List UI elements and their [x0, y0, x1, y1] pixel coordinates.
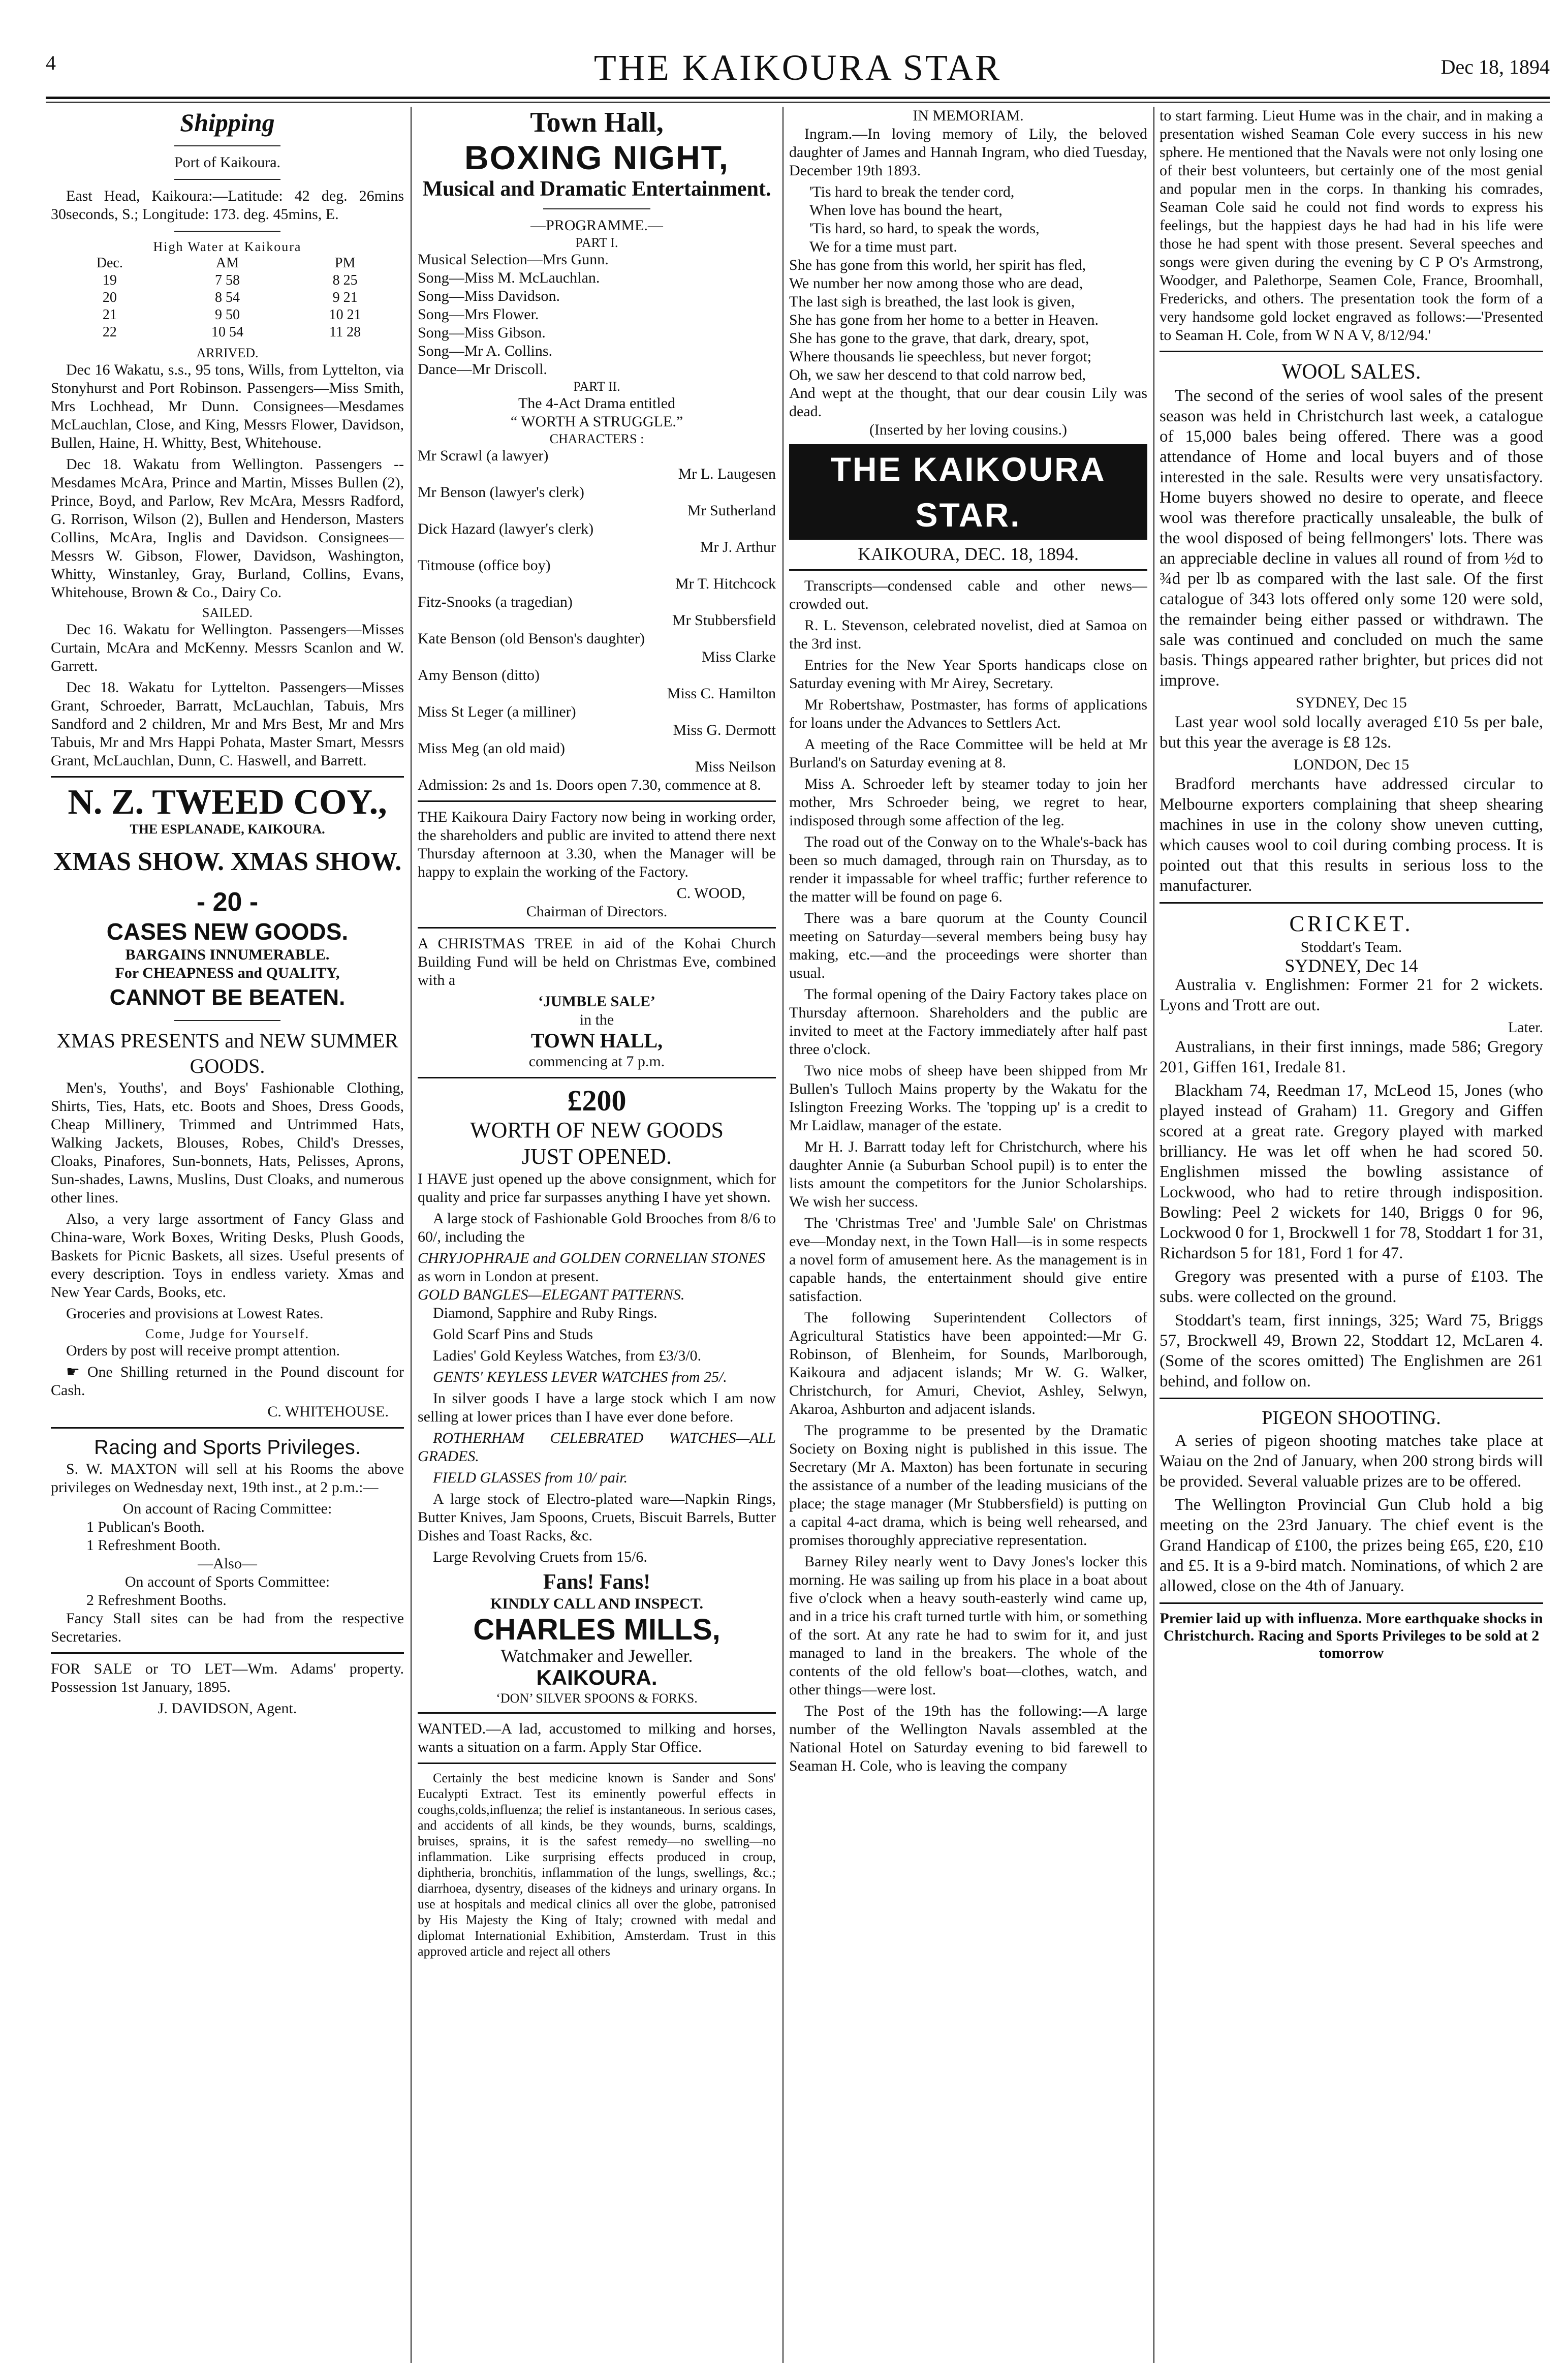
fans-line: Fans! Fans!	[543, 1570, 651, 1594]
cast-actor: Miss G. Dermott	[673, 722, 776, 738]
silver-goods: In silver goods I have a large stock which I am now selling at lower prices than I have ever done before.	[418, 1390, 776, 1425]
divider	[51, 1652, 404, 1654]
sports-account: On account of Sports Committee:	[124, 1573, 330, 1590]
rings-line: Diamond, Sapphire and Ruby Rings.	[433, 1305, 657, 1321]
christmas-tree-notice: A CHRISTMAS TREE in aid of the Kohai Church Building Fund will be held on Christmas Eve, combined with a	[418, 935, 776, 988]
also-line: —Also—	[198, 1555, 257, 1572]
arrived-heading: ARRIVED.	[196, 346, 259, 360]
news-paragraph: Two nice mobs of sheep have been shipped from Mr Bullen's Tulloch Mains property by the Wakatu for the Islington Freezing Works. The 'topping up' is a credit to Mr Laidlaw, manager of the estate.	[789, 1062, 1147, 1134]
cast-role: Fitz-Snooks (a tragedian)	[418, 594, 573, 610]
cast-actor: Mr Sutherland	[687, 502, 776, 519]
ladies-watches: Ladies' Gold Keyless Watches, from £3/3/0.	[433, 1347, 702, 1364]
poem-line: We number her now among those who are dead,	[789, 275, 1083, 292]
inserted-by: (Inserted by her loving cousins.)	[869, 421, 1068, 438]
tide-cell: 10 21	[329, 307, 361, 323]
for-sale-notice: FOR SALE or TO LET—Wm. Adams' property. Possession 1st January, 1895.	[51, 1660, 404, 1695]
arrival-entry: Dec 18. Wakatu from Wellington. Passengers -- Mesdames McAra, Prince and Martin, Misses Bullen (2), Prince, Boyd, and Parlow, Rev McAra, Messrs Radford, G. Rorrison, Wilson (2), Bullen and Henderson, Masters Collins, McAra, Inglis and Davidson. Consignees—Messrs W. Gibson, Flower, Davidson, Washington, Whitty, Winstanley, Gray, Burland, Collins, Evans, Whitehouse, Brown & Co., Dairy Co.	[51, 456, 404, 601]
sydney-wool: Last year wool sold locally averaged £10 5s per bale, but this year the average is £8 12s.	[1160, 713, 1543, 752]
poem-line: We for a time must part.	[809, 238, 957, 255]
programme-heading: —PROGRAMME.—	[530, 217, 663, 234]
drama-title: “ WORTH A STRUGGLE.”	[510, 413, 683, 430]
fancy-goods-list: Also, a very large assortment of Fancy Glass and China-ware, Work Boxes, Writing Desks, Plush Goods, Baskets for Picnic Baskets, all sizes. Useful presents of every description. Toys in endless variety. Xmas and New Year Cards, Books, etc.	[51, 1211, 404, 1301]
cast-actor: Miss Neilson	[695, 758, 776, 775]
column-3	[789, 107, 1147, 2363]
just-opened: JUST OPENED.	[521, 1144, 672, 1169]
news-paragraph: Mr Robertshaw, Postmaster, has forms of applications for loans under the Advances to Settlers Act.	[789, 696, 1147, 731]
kindly-call: KINDLY CALL AND INSPECT.	[490, 1595, 703, 1612]
cricket-heading: CRICKET.	[1289, 911, 1414, 936]
dateline: KAIKOURA, DEC. 18, 1894.	[858, 544, 1079, 564]
memoriam-heading: IN MEMORIAM.	[913, 107, 1024, 124]
cast-role: Mr Benson (lawyer's clerk)	[418, 484, 584, 501]
part-one: PART I.	[575, 235, 618, 250]
tide-table-title: High Water at Kaikoura	[153, 239, 302, 254]
davidson-signature: J. DAVIDSON, Agent.	[158, 1700, 297, 1717]
programme-item: Song—Miss Gibson.	[418, 324, 546, 341]
rotherham-watches: ROTHERHAM CELEBRATED WATCHES—ALL GRADES.	[418, 1430, 776, 1465]
divider	[418, 1712, 776, 1714]
news-paragraph: Mr H. J. Barratt today left for Christchurch, where his daughter Annie (a Suburban School pupil) is to enter the lists amount the competitors for the Junior Scholarships. We wish her success.	[789, 1138, 1147, 1210]
poem-line: The last sigh is breathed, the last look is given,	[789, 293, 1075, 310]
shipping-heading: Shipping	[180, 108, 275, 137]
tide-cell: 22	[102, 324, 117, 340]
header-rule	[46, 97, 1550, 99]
wool-sales-text: The second of the series of wool sales of the present season was held in Christchurch last week, a catalogue of 15,000 bales being offered. There was a good attendance of Home and local buyers and of those interested in the sale. Results were very unsatisfactory. Home buyers showed no desire to operate, and fleece wool was therefore practically unsaleable, the bulk of the wool disposed of being fellmongers' lots. There was an appreciable decline in values all round of from ½d to ¾d per lb as compared with the last sale. Of the first catalogue of 343 lots offered only some 120 were sold, the remainder being either passed or withdrawn. The sale was continued and concluded on much the same basis. Things appeared rather brighter, but prices did not improve.	[1160, 387, 1543, 690]
cricket-report: Gregory was presented with a purse of £103. The subs. were collected on the ground.	[1160, 1268, 1543, 1306]
cricket-report: Australians, in their first innings, made 586; Gregory 201, Giffen 161, Iredale 81.	[1160, 1038, 1543, 1076]
column-divider	[1153, 107, 1154, 2363]
poem-line: She has gone from this world, her spirit has fled,	[789, 257, 1086, 273]
tide-cell: 8 25	[332, 272, 358, 288]
esplanade-address: THE ESPLANADE, KAIKOURA.	[130, 822, 325, 837]
wool-sales-heading: WOOL SALES.	[1281, 360, 1421, 384]
divider	[418, 927, 776, 929]
news-paragraph: Miss A. Schroeder left by steamer today to join her mother, Mrs Schroeder being, we regret to hear, indisposed through some affection of the leg.	[789, 776, 1147, 829]
boxing-night: BOXING NIGHT,	[464, 139, 730, 176]
revolving-cruets: Large Revolving Cruets from 15/6.	[433, 1549, 647, 1565]
clothing-list: Men's, Youths', and Boys' Fashionable Clothing, Shirts, Ties, Hats, etc. Boots and Shoes, Dress Goods, Cheap Millinery, Trimmed and Untrimmed Hats, Walking Jackets, Blouses, Robes, Child's Dresses, Cloaks, Pinafores, Sun-bonnets, Hats, Pelisses, Aprons, Sun-shades, Lawns, Muslins, Dust Cloaks, and numerous other lines.	[51, 1079, 404, 1206]
wood-signature: C. WOOD,	[676, 885, 745, 902]
booth-item: 2 Refreshment Booths.	[86, 1592, 227, 1609]
divider	[174, 231, 280, 232]
newspaper-title: THE KAIKOURA STAR	[593, 47, 1002, 88]
poem-line: When love has bound the heart,	[809, 202, 1003, 219]
worn-line: as worn in London at present.	[418, 1268, 599, 1285]
charles-mills: CHARLES MILLS,	[473, 1613, 721, 1646]
page-number: 4	[46, 51, 56, 74]
racing-account: On account of Racing Committee:	[122, 1500, 332, 1517]
kaikoura-location: KAIKOURA.	[536, 1665, 657, 1689]
discount-line: ☛ One Shilling returned in the Pound discount for Cash.	[51, 1364, 404, 1399]
racing-text: S. W. MAXTON will sell at his Rooms the above privileges on Wednesday next, 19th inst., at 2 p.m.:—	[51, 1461, 404, 1496]
silver-spoons: ‘DON’ SILVER SPOONS & FORKS.	[496, 1691, 698, 1706]
cases-new-goods: CASES NEW GOODS.	[106, 918, 349, 945]
east-head-position: East Head, Kaikoura:—Latitude: 42 deg. 26mins 30seconds, S.; Longitude: 173. deg. 45mins, E.	[51, 188, 404, 223]
tide-cell: 7 58	[214, 272, 240, 288]
tide-cell: 9 50	[214, 307, 240, 323]
divider	[51, 776, 404, 778]
poem-line: And wept at the thought, that our dear cousin Lily was dead.	[789, 385, 1147, 420]
divider	[174, 145, 280, 146]
news-paragraph: The following Superintendent Collectors of Agricultural Statistics have been appointed:—Mr G. Robinson, of Blenheim, for Sounds, Marlborough, Kaikoura and adjacent islands; Mr W. G. Walker, Christchurch, for Amuri, Cheviot, Ashley, Selwyn, Akaroa, Ashburton and adjacent islands.	[789, 1309, 1147, 1417]
navals-farewell: to start farming. Lieut Hume was in the chair, and in making a presentation wished Seaman Cole every success in his new sphere. He mentioned that the Navals were not only losing one of their best volunteers, but certainly one of the most genial and popular men in the corps. In thanking his comrades, Seaman Cole said he could not find words to express his feelings, but the happiest days he had had in his life were those he had spent with those present. Several speeches and songs were given during the evening by C P O's Armstrong, Woodger, and Palethorpe, Seamen Cole, France, Broomhall, Fredericks, and others. The presentation took the form of a very handsome gold locket engraved as follows:—'Presented to Seaman H. Cole, from W N A V, 8/12/94.'	[1160, 107, 1543, 344]
news-paragraph: The formal opening of the Dairy Factory takes place on Thursday afternoon. Shareholders and the public are invited to meet at the Factory immediately after half past three o'clock.	[789, 986, 1147, 1058]
cast-actor: Mr L. Laugesen	[678, 466, 776, 482]
column-4	[1160, 107, 1543, 2363]
wanted-notice: WANTED.—A lad, accustomed to milking and horses, wants a situation on a farm. Apply Star Office.	[418, 1720, 776, 1755]
cast-actor: Mr T. Hitchcock	[675, 575, 776, 592]
part-two: PART II.	[573, 379, 620, 394]
in-the: in the	[579, 1011, 614, 1028]
admission: Admission: 2s and 1s. Doors open 7.30, commence at 8.	[418, 777, 761, 793]
cast-role: Miss St Leger (a milliner)	[418, 703, 576, 720]
field-glasses: FIELD GLASSES from 10/ pair.	[433, 1469, 628, 1486]
sydney-dateline: SYDNEY, Dec 15	[1296, 694, 1407, 711]
sailed-heading: SAILED.	[202, 605, 253, 620]
pigeon-report: The Wellington Provincial Gun Club hold a big meeting on the 23rd January. The chief event is the Grand Handicap of £100, the prizes being £65, £20, £10 and £5. It is a 9-bird match. Nominations, of which 2 are allowed, close on the 4th of January.	[1160, 1496, 1543, 1595]
town-hall-venue: TOWN HALL,	[530, 1029, 663, 1052]
cheapness: For CHEAPNESS and QUALITY,	[115, 965, 340, 981]
tweed-company: N. Z. TWEED COY.,	[68, 783, 387, 822]
sydney-cricket-dateline: SYDNEY, Dec 14	[1285, 955, 1418, 976]
tide-cell: 11 28	[329, 324, 361, 340]
electro-plated: A large stock of Electro-plated ware—Napkin Rings, Butter Knives, Jam Spoons, Cruets, Biscuit Barrels, Butter Dishes and Toast Racks, &c.	[418, 1491, 776, 1544]
cast-role: Titmouse (office boy)	[418, 557, 551, 574]
cast-role: Mr Scrawl (a lawyer)	[418, 447, 549, 464]
commencing-time: commencing at 7 p.m.	[528, 1053, 665, 1070]
tide-table	[51, 255, 404, 341]
tide-cell: 19	[102, 272, 117, 288]
issue-date: Dec 18, 1894	[1440, 55, 1550, 78]
cast-role: Dick Hazard (lawyer's clerk)	[418, 520, 594, 537]
dairy-notice: THE Kaikoura Dairy Factory now being in working order, the shareholders and public are invited to attend there next Thursday afternoon at 3.30, when the Manager will be happy to explain the working of the Factory.	[418, 809, 776, 880]
divider	[1160, 351, 1543, 352]
poem-line: She has gone to the grave, that dark, dreary, spot,	[789, 330, 1089, 347]
fancy-stall-note: Fancy Stall sites can be had from the respective Secretaries.	[51, 1610, 404, 1645]
cast-actor: Miss Clarke	[702, 648, 776, 665]
divider	[174, 179, 280, 180]
bargains: BARGAINS INNUMERABLE.	[125, 946, 330, 963]
london-dateline: LONDON, Dec 15	[1293, 756, 1410, 773]
later-label: Later.	[1508, 1019, 1543, 1036]
cast-role: Kate Benson (old Benson's daughter)	[418, 630, 645, 647]
scarf-pins-line: Gold Scarf Pins and Studs	[433, 1326, 593, 1343]
news-paragraph: Transcripts—condensed cable and other news—crowded out.	[789, 577, 1147, 612]
eucalypti-advert: Certainly the best medicine known is Sander and Sons' Eucalypti Extract. Test its eminently powerful effects in coughs,colds,influenza; the relief is instantaneous. In serious cases, and accidents of all kinds, be they wounds, burns, scaldings, bruises, sprains, it is the safest remedy—no swelling—no inflammation. Like surprising effects produced in croup, diphtheria, bronchitis, inflammation of the lungs, swellings, &c.; diarrhoea, dysentry, diseases of the kidneys and urinary organs. In use at hospitals and medical clinics all over the globe, patronised by His Majesty the King of Italy; crowned with medal and diplomat Internationial Exhibition, Amsterdam. Trust in this approved article and reject all others	[418, 1771, 776, 1959]
news-paragraph: R. L. Stevenson, celebrated novelist, died at Samoa on the 3rd inst.	[789, 617, 1147, 652]
divider	[543, 208, 651, 209]
gents-watches: GENTS' KEYLESS LEVER WATCHES from 25/.	[433, 1369, 727, 1385]
tide-head: PM	[334, 255, 356, 271]
column-1	[51, 107, 404, 2363]
town-hall-heading: Town Hall,	[530, 107, 664, 138]
news-paragraph: A meeting of the Race Committee will be held at Mr Burland's on Saturday evening at 8.	[789, 736, 1147, 771]
stoddart-team: Stoddart's Team.	[1300, 939, 1402, 955]
poem-line: She has gone from her home to a better in Heaven.	[789, 312, 1099, 328]
divider	[789, 569, 1147, 571]
divider	[1160, 902, 1543, 904]
xmas-presents: XMAS PRESENTS and NEW SUMMER GOODS.	[56, 1029, 398, 1077]
sailing-entry: Dec 16. Wakatu for Wellington. Passengers—Misses Curtain, McAra and McKenny. Messrs Scanlon and W. Garrett.	[51, 621, 404, 674]
programme-item: Musical Selection—Mrs Gunn.	[418, 251, 609, 268]
column-divider	[782, 107, 784, 2363]
news-paragraph: There was a bare quorum at the County Council meeting on Saturday—several members being busy hay making, etc.—and the proceedings were shorter than usual.	[789, 910, 1147, 981]
london-wool: Bradford merchants have addressed circular to Melbourne exporters complaining that sheep shearing machines in use in the colony show uneven cutting, which causes wool to coil during combing process. It is pointed out that this results in serious loss to the manufacturer.	[1160, 775, 1543, 895]
tide-head: AM	[215, 255, 239, 271]
two-hundred-pounds: £200	[567, 1084, 627, 1117]
news-paragraph: Barney Riley nearly went to Davy Jones's locker this morning. He was sailing up from his place in a boat about five o'clock when a heavy south-easterly wind came up, and in a trice his craft turned turtle with him, or something of the sort. At any rate he had to swim for it, and just managed to land in the breakers. The whole of the contents of the old fellow's boat—clothes, watch, and other things—were lost.	[789, 1553, 1147, 1698]
arrival-entry: Dec 16 Wakatu, s.s., 95 tons, Wills, from Lyttelton, via Stonyhurst and Port Robinson. Passengers—Miss Smith, Mrs Lochhead, Mr Dunn. Consignees—Mesdames McLauchlan, Close, and King, Messrs Flower, Davidson, Bullen, Haine, H. Whitty, Best, Whitehouse.	[51, 361, 404, 451]
cannot-be-beaten: CANNOT BE BEATEN.	[109, 985, 346, 1010]
poem-line: 'Tis hard, so hard, to speak the words,	[809, 220, 1040, 237]
programme-item: Song—Miss Davidson.	[418, 288, 560, 304]
divider	[418, 1077, 776, 1078]
sailing-entry: Dec 18. Wakatu for Lyttelton. Passengers—Misses Grant, Schroeder, Barratt, McLauchlan, Tabuis, Mrs Sandford and 2 children, Mr and Mrs Best, Mr and Mrs Tabuis, Mr and Mrs Happi Pohata, Master Smart, Messrs Grant, McLauchlan, Dunn, C. Haswell, and Barrett.	[51, 679, 404, 769]
cast-role: Amy Benson (ditto)	[418, 667, 540, 684]
divider	[51, 1427, 404, 1429]
cast-actor: Miss C. Hamilton	[667, 685, 776, 702]
programme-item: Dance—Mr Driscoll.	[418, 361, 547, 378]
have-opened-text: I HAVE just opened up the above consignment, which for quality and price far surpasses anything I have yet shown.	[418, 1170, 776, 1206]
xmas-show: XMAS SHOW. XMAS SHOW.	[53, 847, 402, 876]
wood-title: Chairman of Directors.	[526, 903, 668, 920]
worth-new-goods: WORTH OF NEW GOODS	[470, 1118, 724, 1142]
news-paragraph: The Post of the 19th has the following:—A large number of the Wellington Navals assembled at the National Hotel on Saturday evening to bid farewell to Seaman H. Cole, who is leaving the company	[789, 1703, 1147, 1774]
divider	[1160, 1602, 1543, 1604]
whitehouse-signature: C. WHITEHOUSE.	[267, 1403, 389, 1420]
racing-heading: Racing and Sports Privileges.	[94, 1436, 361, 1459]
pigeon-shooting-heading: PIGEON SHOOTING.	[1262, 1407, 1441, 1429]
drama-intro: The 4-Act Drama entitled	[518, 395, 676, 412]
divider	[418, 800, 776, 802]
watchmaker: Watchmaker and Jeweller.	[500, 1646, 693, 1666]
cricket-report: Australia v. Englishmen: Former 21 for 2 wickets. Lyons and Trott are out.	[1160, 976, 1543, 1014]
news-paragraph: Entries for the New Year Sports handicaps close on Saturday evening with Mr Airey, Secretary.	[789, 657, 1147, 692]
news-paragraph: The 'Christmas Tree' and 'Jumble Sale' on Christmas eve—Monday next, in the Town Hall—is in some respects a novel form of amusement here. As the management is in capable hands, the entertainment should give entire satisfaction.	[789, 1215, 1147, 1305]
news-paragraph: The road out of the Conway on to the Whale's-back has been so much damaged, through rain on Thursday, as to render it impassable for wheel traffic; further reference to the matter will be found on page 6.	[789, 833, 1147, 905]
page-header	[46, 47, 1550, 92]
divider	[1160, 1398, 1543, 1399]
tide-cell: 10 54	[211, 324, 243, 340]
cast-role: Miss Meg (an old maid)	[418, 740, 565, 757]
pigeon-report: A series of pigeon shooting matches take place at Waiau on the 2nd of January, when 200 strong birds will be provided. Several valuable prizes are to be offered.	[1160, 1432, 1543, 1491]
programme-item: Song—Miss M. McLauchlan.	[418, 269, 600, 286]
orders-line: Orders by post will receive prompt attention.	[66, 1342, 340, 1359]
groceries-line: Groceries and provisions at Lowest Rates.	[66, 1305, 324, 1322]
cast-actor: Mr Stubbersfield	[672, 612, 776, 629]
cast-actor: Mr J. Arthur	[700, 539, 776, 555]
poem-line: 'Tis hard to break the tender cord,	[809, 183, 1015, 200]
poem-line: Oh, we saw her descend to that cold narrow bed,	[789, 366, 1086, 383]
tide-cell: 21	[102, 307, 117, 323]
tide-cell: 9 21	[332, 290, 358, 305]
stones-line: CHRYJOPHRAJE and GOLDEN CORNELIAN STONES	[418, 1250, 765, 1266]
poem-line: Where thousands lie speechless, but never forgot;	[789, 348, 1092, 365]
divider	[174, 1020, 280, 1021]
booth-item: 1 Publican's Booth.	[86, 1519, 205, 1535]
stop-press: Premier laid up with influenza. More earthquake shocks in Christchurch. Racing and Sports Privileges to be sold at 2 tomorrow	[1160, 1610, 1543, 1661]
booth-item: 1 Refreshment Booth.	[86, 1537, 221, 1554]
characters-heading: CHARACTERS :	[549, 431, 644, 446]
cricket-report: Stoddart's team, first innings, 325; Ward 75, Briggs 57, Brockwell 49, Brown 22, Stoddart 12, McLaren 4. (Some of the scores omitted) The Englishmen are 261 behind, and follow on.	[1160, 1311, 1543, 1390]
tide-cell: 8 54	[214, 290, 240, 305]
divider	[418, 1763, 776, 1764]
tide-cell: 20	[102, 290, 117, 305]
ingram-notice: Ingram.—In loving memory of Lily, the beloved daughter of James and Hannah Ingram, who died Tuesday, December 19th 1893.	[789, 126, 1147, 179]
programme-item: Song—Mrs Flower.	[418, 306, 539, 323]
kaikoura-star-masthead: THE KAIKOURA STAR.	[789, 444, 1147, 540]
cricket-report: Blackham 74, Reedman 17, McLeod 15, Jones (who played instead of Graham) 11. Gregory and Giffen scored at a great rate. Gregory played with marked brilliancy. He was let off when he had scored 50. Englishmen missed the bowling assistance of Lockwood, who had to retire through indisposition. Bowling: Peel 2 wickets for 140, Briggs 0 for 96, Lockwood 0 for 1, Brockwell 1 for 78, Stoddart 1 for 31, Richardson 5 for 181, Ford 1 for 47.	[1160, 1081, 1543, 1262]
come-judge: Come, Judge for Yourself.	[145, 1326, 309, 1341]
news-paragraph: The programme to be presented by the Dramatic Society on Boxing night is published in this issue. The Secretary (Mr A. Maxton) has been fortunate in securing the assistance of a number of the leading musicians of the place; the stage manager (Mr Stubbersfield) is putting on a capital 4-act drama, which is being well rehearsed, and promises thoroughly appreciative representation.	[789, 1422, 1147, 1549]
programme-item: Song—Mr A. Collins.	[418, 343, 553, 359]
tide-head: Dec.	[96, 255, 123, 271]
column-divider	[411, 107, 412, 2363]
bangles-line: GOLD BANGLES—ELEGANT PATTERNS.	[418, 1286, 685, 1303]
entertainment-subtitle: Musical and Dramatic Entertainment.	[422, 177, 771, 201]
column-2	[418, 107, 776, 2363]
header-rule-thin	[46, 102, 1550, 103]
port-heading: Port of Kaikoura.	[174, 154, 281, 171]
brooches-text: A large stock of Fashionable Gold Brooches from 8/6 to 60/, including the	[418, 1210, 776, 1245]
jumble-sale: ‘JUMBLE SALE’	[538, 993, 655, 1010]
twenty-cases: - 20 -	[196, 887, 259, 917]
